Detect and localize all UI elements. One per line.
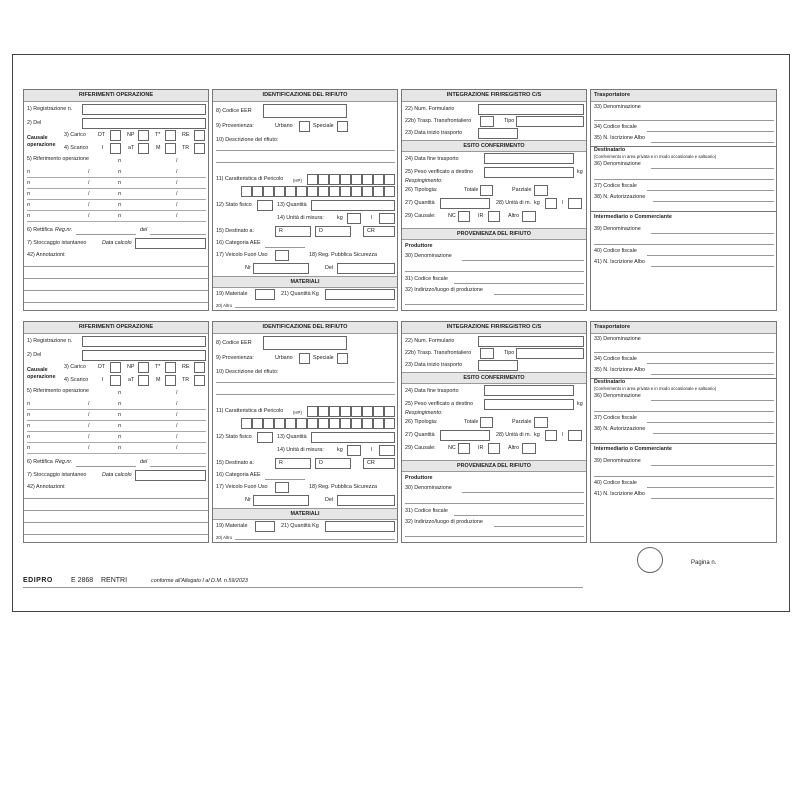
nr-field[interactable] (253, 495, 309, 506)
slash-label: / (176, 158, 178, 164)
rettifica-del-label: del (140, 459, 148, 465)
riferimenti-title: RIFERIMENTI OPERAZIONE (24, 322, 208, 334)
reg-del-label: Del (325, 497, 334, 503)
trasp-label: 22b) Trasp. Transfrontaliero (405, 118, 472, 124)
m-label: M (156, 377, 161, 383)
nc-label: NC (448, 445, 456, 451)
provenienza-title: PROVENIENZA DEL RIFIUTO (402, 228, 586, 240)
materiali-title: MATERIALI (213, 276, 397, 288)
caratteristica-label: 11) Caratteristica di Pericolo (216, 176, 284, 182)
tipologia-label: 26) Tipologia: (405, 419, 438, 425)
registrazione-label: 1) Registrazione n. (27, 338, 73, 344)
stato-fisico-field[interactable] (257, 432, 273, 443)
l-label: l (371, 447, 373, 453)
destinatario-label: Destinatario (594, 147, 626, 153)
re-label: RE (182, 132, 190, 138)
i-checkbox[interactable] (110, 143, 121, 154)
at-checkbox[interactable] (138, 143, 149, 154)
peso-label: 25) Peso verificato a destino (405, 169, 474, 175)
footer-line (23, 587, 583, 588)
stato-fisico-field[interactable] (257, 200, 273, 211)
tstar-label: T* (155, 132, 161, 138)
data-fine-field[interactable] (484, 153, 574, 164)
hp-cells-row1[interactable] (307, 174, 395, 185)
respingimento-label: Respingimento: (405, 410, 443, 416)
interm-denominazione-label: 39) Denominazione (594, 226, 641, 232)
parziale-label: Parziale (512, 187, 532, 193)
nr-label: Nr (245, 497, 251, 503)
tipo-field[interactable] (516, 348, 584, 359)
quantita-kg-field[interactable] (325, 289, 395, 300)
hp-label: (HP) (293, 178, 302, 183)
produttore-label: Produttore (405, 475, 433, 481)
unita-m-label: 28) Unità di m. (496, 432, 532, 438)
slash-label: / (176, 390, 178, 396)
interm-denominazione-label: 39) Denominazione (594, 458, 641, 464)
identificazione-title: IDENTIFICAZIONE DEL RIFIUTO (213, 90, 397, 102)
tr-checkbox[interactable] (194, 375, 205, 386)
trasp-codice-fiscale-label: 34) Codice fiscale (594, 356, 637, 362)
registrazione-field[interactable] (82, 104, 206, 115)
ir-label: IR (478, 445, 484, 451)
descrizione-label: 10) Descrizione del rifiuto: (216, 137, 279, 143)
hp-cells-row2[interactable] (241, 186, 395, 197)
quantita-field[interactable] (311, 200, 395, 211)
veicolo-checkbox[interactable] (275, 482, 289, 493)
np-checkbox[interactable] (138, 362, 149, 373)
data-inizio-field[interactable] (478, 128, 518, 139)
quantita-respinta-field[interactable] (440, 430, 490, 441)
form-block-1 (23, 89, 789, 311)
interm-codice-fiscale-label: 40) Codice fiscale (594, 480, 637, 486)
n-label: n (118, 158, 121, 164)
urbano-label: Urbano (275, 123, 293, 129)
dt-checkbox[interactable] (110, 362, 121, 373)
data-inizio-field[interactable] (478, 360, 518, 371)
re-label: RE (182, 364, 190, 370)
trasp-denominazione-label: 33) Denominazione (594, 336, 641, 342)
peso-field[interactable] (484, 399, 574, 410)
unita-kg-label: kg (534, 432, 540, 438)
hp-cells-row1[interactable] (307, 406, 395, 417)
rettifica-label: 6) Rettifica (27, 227, 53, 233)
speciale-checkbox[interactable] (337, 121, 348, 132)
unita-kg-checkbox[interactable] (545, 430, 557, 441)
riferimento-label: 5) Riferimento operazione (27, 388, 90, 394)
destinato-d-field[interactable]: D (315, 226, 351, 237)
re-checkbox[interactable] (194, 362, 205, 373)
dest-denominazione-label: 36) Denominazione (594, 393, 641, 399)
page-number-label: Pagina n. (691, 560, 717, 566)
materiale-label: 19) Materiale (216, 523, 248, 529)
annotazioni-label: 42) Annotazioni: (27, 252, 66, 258)
peso-kg-label: kg (577, 169, 583, 175)
trasp-label: 22b) Trasp. Transfrontaliero (405, 350, 472, 356)
data-fine-label: 24) Data fine trasporto (405, 388, 459, 394)
tstar-checkbox[interactable] (165, 130, 176, 141)
registrazione-label: 1) Registrazione n. (27, 106, 73, 112)
dest-codice-fiscale-label: 37) Codice fiscale (594, 415, 637, 421)
m-label: M (156, 145, 161, 151)
unita-label: 14) Unità di misura: (277, 447, 324, 453)
integrazione-title: INTEGRAZIONE FIR/REGISTRO C/S (402, 90, 586, 102)
form-block-2 (23, 321, 789, 543)
caratteristica-label: 11) Caratteristica di Pericolo (216, 408, 284, 414)
altro-label: 20) Altro (216, 535, 233, 540)
totale-label: Totale (464, 419, 479, 425)
ir-checkbox[interactable] (488, 211, 500, 222)
at-checkbox[interactable] (138, 375, 149, 386)
np-label: NP (127, 132, 135, 138)
causale-label: Causale operazione (27, 135, 56, 148)
quantita-respinta-label: 27) Quantità (405, 432, 435, 438)
integrazione-fir-panel (401, 89, 587, 311)
reg-nr-label: Reg.nr. (55, 459, 73, 465)
l-label: l (371, 215, 373, 221)
speciale-checkbox[interactable] (337, 353, 348, 364)
data-calcolo-field[interactable] (135, 238, 206, 249)
destinatario-note: (Conferimento in area privata e in modo occasionale e saltuario) (594, 386, 717, 391)
nc-checkbox[interactable] (458, 211, 470, 222)
tipo-label: Tipo (504, 350, 515, 356)
dest-codice-fiscale-label: 37) Codice fiscale (594, 183, 637, 189)
causale-label: 29) Causale: (405, 213, 436, 219)
stoccaggio-label: 7) Stoccaggio istantaneo (27, 472, 87, 478)
quantita-respinta-field[interactable] (440, 198, 490, 209)
trasportatore-title: Trasportatore (591, 90, 776, 102)
product-name: RENTRI (101, 577, 128, 584)
stoccaggio-label: 7) Stoccaggio istantaneo (27, 240, 87, 246)
reg-pubblica-label: 18) Reg. Pubblica Sicurezza (309, 484, 378, 490)
categoria-label: 16) Categoria AEE (216, 240, 261, 246)
data-calcolo-label: Data calcolo (102, 240, 132, 246)
carico-label: 3) Carico (64, 364, 86, 370)
tipo-label: Tipo (504, 118, 515, 124)
re-checkbox[interactable] (194, 130, 205, 141)
quantita-field[interactable] (311, 432, 395, 443)
integrazione-title: INTEGRAZIONE FIR/REGISTRO C/S (402, 322, 586, 334)
form-code: E 2868 (71, 577, 94, 584)
materiale-field[interactable] (255, 289, 275, 300)
tipo-field[interactable] (516, 116, 584, 127)
unita-l-label: l (562, 432, 564, 438)
quantita-kg-label: 21) Quantità Kg (281, 523, 319, 529)
parziale-label: Parziale (512, 419, 532, 425)
peso-label: 25) Peso verificato a destino (405, 401, 474, 407)
denominazione-label: 30) Denominazione (405, 253, 452, 259)
data-calcolo-label: Data calcolo (102, 472, 132, 478)
totale-checkbox[interactable] (480, 185, 493, 196)
trasportatore-title: Trasportatore (591, 322, 776, 334)
quantita-respinta-label: 27) Quantità (405, 200, 435, 206)
dt-label: DT (98, 364, 106, 370)
at-label: aT (128, 377, 135, 383)
i-label: I (102, 377, 104, 383)
veicolo-checkbox[interactable] (275, 250, 289, 261)
materiali-title: MATERIALI (213, 508, 397, 520)
destinato-d-field[interactable]: D (315, 458, 351, 469)
codice-eer-label: 8) Codice EER (216, 108, 252, 114)
reg-del-field[interactable] (337, 263, 395, 274)
data-fine-field[interactable] (484, 385, 574, 396)
l-checkbox[interactable] (379, 213, 395, 224)
stato-fisico-label: 12) Stato fisico (216, 202, 252, 208)
destinato-r-field[interactable]: R (275, 458, 311, 469)
num-formulario-field[interactable] (478, 104, 584, 115)
denominazione-label: 30) Denominazione (405, 485, 452, 491)
reg-pubblica-label: 18) Reg. Pubblica Sicurezza (309, 252, 378, 258)
trasp-iscrizione-label: 35) N. Iscrizione Albo (594, 367, 645, 373)
codice-eer-field[interactable] (263, 336, 347, 350)
tr-checkbox[interactable] (194, 143, 205, 154)
causale-label: 29) Causale: (405, 445, 436, 451)
page-stamp-circle (637, 547, 663, 573)
speciale-label: Speciale (313, 123, 334, 129)
altro-checkbox[interactable] (522, 211, 536, 222)
urbano-checkbox[interactable] (299, 353, 310, 364)
num-formulario-field[interactable] (478, 336, 584, 347)
parziale-checkbox[interactable] (534, 185, 548, 196)
unita-m-label: 28) Unità di m. (496, 200, 532, 206)
intermediario-label: Intermediario o Commerciante (594, 214, 672, 220)
unita-l-label: l (562, 200, 564, 206)
destinato-label: 15) Destinato a: (216, 228, 255, 234)
trasp-checkbox[interactable] (480, 116, 494, 127)
dt-label: DT (98, 132, 106, 138)
causale-label: Causale operazione (27, 367, 56, 380)
unita-kg-checkbox[interactable] (545, 198, 557, 209)
provenienza-label: 9) Provenienza: (216, 355, 254, 361)
kg-checkbox[interactable] (347, 213, 361, 224)
altro-label: 20) Altro (216, 303, 233, 308)
data-fine-label: 24) Data fine trasporto (405, 156, 459, 162)
scarico-label: 4) Scarico (64, 377, 89, 383)
provenienza-label: 9) Provenienza: (216, 123, 254, 129)
carico-label: 3) Carico (64, 132, 86, 138)
totale-checkbox[interactable] (480, 417, 493, 428)
nr-field[interactable] (253, 263, 309, 274)
codice-eer-field[interactable] (263, 104, 347, 118)
quantita-label: 13) Quantità (277, 202, 307, 208)
kg-label: kg (337, 447, 343, 453)
tstar-label: T* (155, 364, 161, 370)
data-inizio-label: 23) Data inizio trasporto (405, 362, 463, 368)
unita-l-checkbox[interactable] (568, 198, 582, 209)
provenienza-title: PROVENIENZA DEL RIFIUTO (402, 460, 586, 472)
identificazione-rifiuto-panel (212, 89, 398, 311)
trasportatore-panel (590, 321, 777, 543)
identificazione-rifiuto-panel (212, 321, 398, 543)
peso-field[interactable] (484, 167, 574, 178)
materiale-label: 19) Materiale (216, 291, 248, 297)
form-footer (23, 560, 789, 607)
esito-title: ESITO CONFERIMENTO (402, 372, 586, 384)
parziale-checkbox[interactable] (534, 417, 548, 428)
tipologia-label: 26) Tipologia: (405, 187, 438, 193)
reg-nr-label: Reg.nr. (55, 227, 73, 233)
quantita-kg-label: 21) Quantità Kg (281, 291, 319, 297)
riferimenti-operazione-panel: RIFERIMENTI OPERAZIONE 1) Registrazione n. 2) Del Causale operazione 3) Carico DT NP T* RE 4) Scarico I aT M TR 5) Riferimento operazione n / n / n / n / n / n / n / n / n / n / n / 6) Rettifica Reg.nr. del 7) Stoccaggio istantaneo Data calcolo 42) Annotazioni: (23, 321, 209, 543)
descrizione-label: 10) Descrizione del rifiuto: (216, 369, 279, 375)
rettifica-del-label: del (140, 227, 148, 233)
nc-checkbox[interactable] (458, 443, 470, 454)
i-checkbox[interactable] (110, 375, 121, 386)
trasp-checkbox[interactable] (480, 348, 494, 359)
identificazione-title: IDENTIFICAZIONE DEL RIFIUTO (213, 322, 397, 334)
i-label: I (102, 145, 104, 151)
del-field[interactable] (82, 118, 206, 129)
riferimenti-title: RIFERIMENTI OPERAZIONE (24, 90, 208, 102)
integrazione-fir-panel (401, 321, 587, 543)
produttore-label: Produttore (405, 243, 433, 249)
nc-label: NC (448, 213, 456, 219)
trasp-denominazione-label: 33) Denominazione (594, 104, 641, 110)
trasp-iscrizione-label: 35) N. Iscrizione Albo (594, 135, 645, 141)
altro-checkbox[interactable] (522, 443, 536, 454)
veicolo-label: 17) Veicolo Fuori Uso (216, 252, 268, 258)
interm-iscrizione-label: 41) N. Iscrizione Albo (594, 491, 645, 497)
intermediario-label: Intermediario o Commerciante (594, 446, 672, 452)
destinato-r-field[interactable]: R (275, 226, 311, 237)
stato-fisico-label: 12) Stato fisico (216, 434, 252, 440)
interm-codice-fiscale-label: 40) Codice fiscale (594, 248, 637, 254)
unita-kg-label: kg (534, 200, 540, 206)
kg-label: kg (337, 215, 343, 221)
interm-iscrizione-label: 41) N. Iscrizione Albo (594, 259, 645, 265)
data-calcolo-field[interactable] (135, 470, 206, 481)
del-label: 2) Del (27, 352, 42, 358)
destinato-cr-field[interactable]: CR (363, 226, 395, 237)
reg-del-field[interactable] (337, 495, 395, 506)
hp-label: (HP) (293, 410, 302, 415)
destinatario-label: Destinatario (594, 379, 626, 385)
annotazioni-label: 42) Annotazioni: (27, 484, 66, 490)
scarico-label: 4) Scarico (64, 145, 89, 151)
riferimento-label: 5) Riferimento operazione (27, 156, 90, 162)
tstar-checkbox[interactable] (165, 362, 176, 373)
trasp-codice-fiscale-label: 34) Codice fiscale (594, 124, 637, 130)
num-formulario-label: 22) Num. Formulario (405, 106, 455, 112)
quantita-kg-field[interactable] (325, 521, 395, 532)
unita-label: 14) Unità di misura: (277, 215, 324, 221)
destinato-label: 15) Destinato a: (216, 460, 255, 466)
np-label: NP (127, 364, 135, 370)
np-checkbox[interactable] (138, 130, 149, 141)
destinato-cr-field[interactable]: CR (363, 458, 395, 469)
tr-label: TR (182, 145, 190, 151)
hp-cells-row2[interactable] (241, 418, 395, 429)
riferimenti-operazione-panel: RIFERIMENTI OPERAZIONE 1) Registrazione n. 2) Del Causale operazione 3) Carico DT NP T* RE 4) Scarico I aT M TR 5) Riferimento operazione n / n / n / n / n / n / n / n / n / n / n / 6) Rettifica Reg.nr. del 7) Stoccaggio istantaneo Data calcolo 42) Annotazioni: (23, 89, 209, 311)
esito-title: ESITO CONFERIMENTO (402, 140, 586, 152)
m-checkbox[interactable] (165, 375, 176, 386)
peso-kg-label: kg (577, 401, 583, 407)
dest-autorizzazione-label: 38) N. Autorizzazione (594, 426, 646, 432)
del-field[interactable] (82, 350, 206, 361)
at-label: aT (128, 145, 135, 151)
codice-fiscale-label: 31) Codice fiscale (405, 276, 448, 282)
codice-eer-label: 8) Codice EER (216, 340, 252, 346)
registrazione-field[interactable] (82, 336, 206, 347)
codice-fiscale-label: 31) Codice fiscale (405, 508, 448, 514)
urbano-label: Urbano (275, 355, 293, 361)
reg-del-label: Del (325, 265, 334, 271)
n-label: n (118, 390, 121, 396)
ir-checkbox[interactable] (488, 443, 500, 454)
data-inizio-label: 23) Data inizio trasporto (405, 130, 463, 136)
altro-label: Altro (508, 213, 520, 219)
urbano-checkbox[interactable] (299, 121, 310, 132)
materiale-field[interactable] (255, 521, 275, 532)
rettifica-label: 6) Rettifica (27, 459, 53, 465)
brand-logo: EDIPRO (23, 577, 53, 584)
indirizzo-label: 32) Indirizzo/luogo di produzione (405, 519, 483, 525)
del-label: 2) Del (27, 120, 42, 126)
trasportatore-panel (590, 89, 777, 311)
altro-label: Altro (508, 445, 520, 451)
respingimento-label: Respingimento: (405, 178, 443, 184)
unita-l-checkbox[interactable] (568, 430, 582, 441)
num-formulario-label: 22) Num. Formulario (405, 338, 455, 344)
form-sheet (12, 54, 790, 612)
totale-label: Totale (464, 187, 479, 193)
veicolo-label: 17) Veicolo Fuori Uso (216, 484, 268, 490)
dt-checkbox[interactable] (110, 130, 121, 141)
dest-denominazione-label: 36) Denominazione (594, 161, 641, 167)
quantita-label: 13) Quantità (277, 434, 307, 440)
tr-label: TR (182, 377, 190, 383)
speciale-label: Speciale (313, 355, 334, 361)
ir-label: IR (478, 213, 484, 219)
dest-autorizzazione-label: 38) N. Autorizzazione (594, 194, 646, 200)
kg-checkbox[interactable] (347, 445, 361, 456)
indirizzo-label: 32) Indirizzo/luogo di produzione (405, 287, 483, 293)
categoria-label: 16) Categoria AEE (216, 472, 261, 478)
l-checkbox[interactable] (379, 445, 395, 456)
nr-label: Nr (245, 265, 251, 271)
conformity-note: conforme all'Allegato I al D.M. n.59/2023 (151, 578, 248, 584)
destinatario-note: (Conferimento in area privata e in modo occasionale e saltuario) (594, 154, 717, 159)
m-checkbox[interactable] (165, 143, 176, 154)
